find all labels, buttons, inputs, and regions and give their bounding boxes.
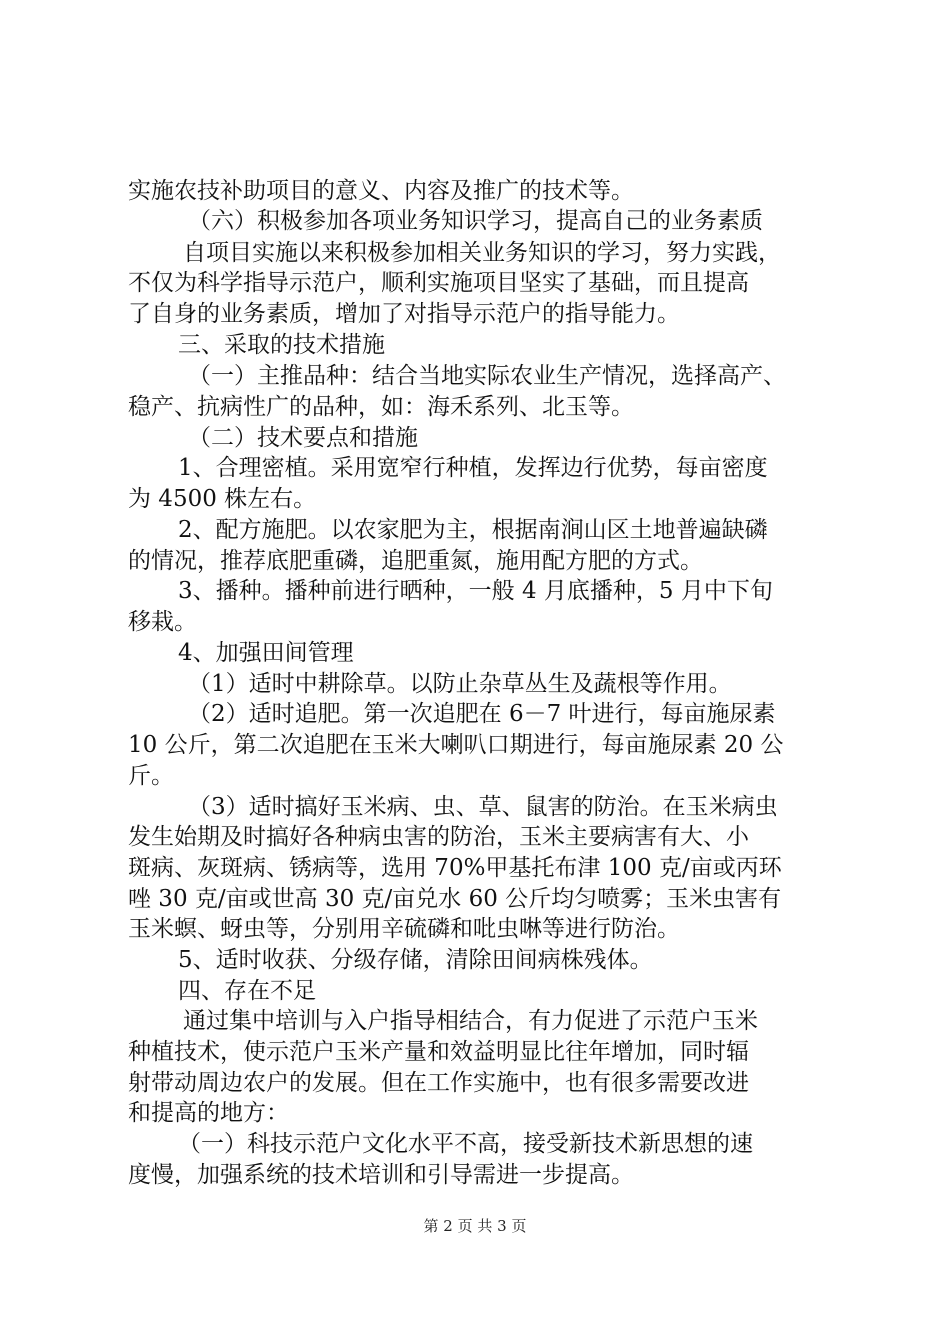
paragraph-first-line: （1）适时中耕除草。以防止杂草丛生及蔬根等作用。: [188, 671, 732, 697]
body-line: 和提高的地方：: [128, 1100, 289, 1126]
paragraph-first-line: 通过集中培训与入户指导相结合，有力促进了示范户玉米: [183, 1008, 758, 1034]
body-line: 为 4500 株左右。: [128, 486, 317, 512]
paragraph-first-line: 2、配方施肥。以农家肥为主，根据南涧山区土地普遍缺磷: [178, 517, 768, 543]
body-line: 唑 30 克/亩或世高 30 克/亩兑水 60 公斤均匀喷雾；玉米虫害有: [128, 886, 782, 912]
paragraph-first-line: （3）适时搞好玉米病、虫、草、鼠害的防治。在玉米病虫: [188, 794, 778, 820]
body-line: 了自身的业务素质，增加了对指导示范户的指导能力。: [128, 301, 680, 327]
paragraph-first-line: （2）适时追肥。第一次追肥在 6－7 叶进行，每亩施尿素: [188, 701, 776, 727]
body-line: 实施农技补助项目的意义、内容及推广的技术等。: [128, 178, 634, 204]
body-line: 不仅为科学指导示范户，顺利实施项目坚实了基础，而且提高: [128, 270, 749, 296]
section-heading: 4、加强田间管理: [178, 640, 354, 666]
body-line: 10 公斤，第二次追肥在玉米大喇叭口期进行，每亩施尿素 20 公: [128, 732, 784, 758]
section-heading: 四、存在不足: [178, 978, 316, 1004]
body-line: 玉米螟、蚜虫等，分别用辛硫磷和吡虫啉等进行防治。: [128, 916, 680, 942]
paragraph-first-line: 自项目实施以来积极参加相关业务知识的学习，努力实践，: [183, 240, 781, 266]
body-line: 斤。: [128, 763, 174, 789]
paragraph-first-line: 3、播种。播种前进行晒种，一般 4 月底播种，5 月中下旬: [178, 578, 773, 604]
section-heading: （二）技术要点和措施: [188, 425, 418, 451]
body-line: 射带动周边农户的发展。但在工作实施中，也有很多需要改进: [128, 1070, 749, 1096]
paragraph-first-line: 5、适时收获、分级存储，清除田间病株残体。: [178, 947, 653, 973]
section-heading: 三、采取的技术措施: [178, 332, 385, 358]
body-line: 稳产、抗病性广的品种，如：海禾系列、北玉等。: [128, 394, 634, 420]
body-line: 种植技术，使示范户玉米产量和效益明显比往年增加，同时辐: [128, 1039, 749, 1065]
body-line: 的情况，推荐底肥重磷，追肥重氮，施用配方肥的方式。: [128, 548, 703, 574]
paragraph-first-line: 1、合理密植。采用宽窄行种植，发挥边行优势，每亩密度: [178, 455, 768, 481]
body-line: 移栽。: [128, 609, 197, 635]
body-line: 发生始期及时搞好各种病虫害的防治，玉米主要病害有大、小: [128, 824, 749, 850]
paragraph-first-line: （一）科技示范户文化水平不高，接受新技术新思想的速: [178, 1131, 753, 1157]
section-heading: （六）积极参加各项业务知识学习，提高自己的业务素质: [188, 208, 763, 234]
body-line: 斑病、灰斑病、锈病等，选用 70%甲基托布津 100 克/亩或丙环: [128, 855, 782, 881]
paragraph-first-line: （一）主推品种：结合当地实际农业生产情况，选择高产、: [188, 363, 786, 389]
page-footer: 第 2 页 共 3 页: [423, 1217, 527, 1235]
body-line: 度慢，加强系统的技术培训和引导需进一步提高。: [128, 1162, 634, 1188]
